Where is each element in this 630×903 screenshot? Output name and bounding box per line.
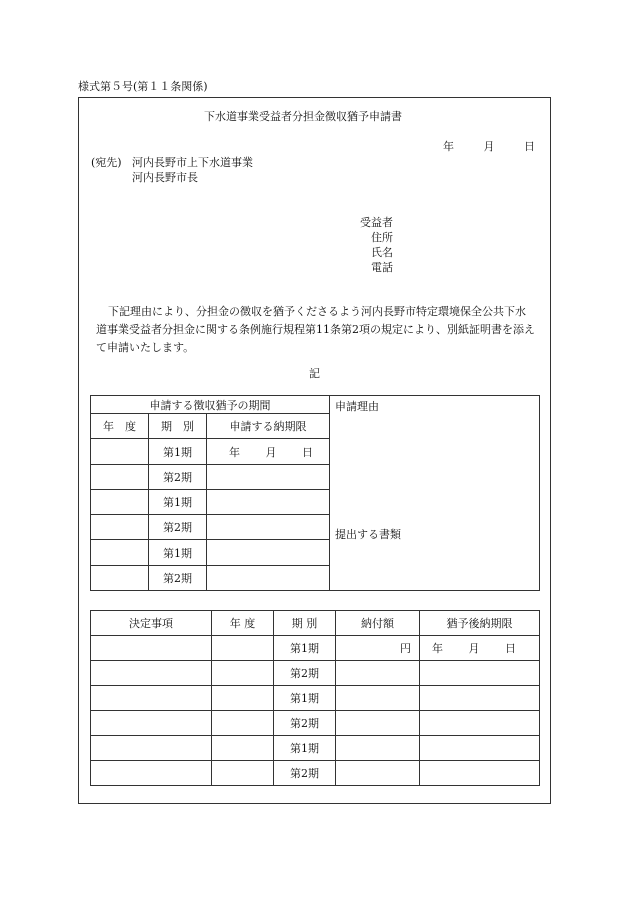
after-month: 月 — [468, 642, 480, 655]
reason-cell[interactable] — [330, 396, 540, 591]
table-row — [91, 661, 540, 686]
table-row — [91, 711, 540, 736]
addressee-line1: 河内長野市上下水道事業 — [132, 156, 253, 169]
term-cell: 第1期 — [149, 489, 207, 514]
amount-cell[interactable] — [336, 736, 420, 761]
col-after-header: 猶予後納期限 — [420, 611, 540, 636]
amount-cell[interactable] — [336, 711, 420, 736]
applicant-phone: 電話 — [371, 261, 393, 274]
deadline-cell[interactable] — [207, 515, 330, 540]
date-year: 年 — [443, 140, 454, 153]
date-line — [443, 141, 535, 152]
amount-cell[interactable] — [336, 661, 420, 686]
col-deadline-header: 申請する納期限 — [207, 414, 330, 439]
term-cell: 第1期 — [274, 636, 336, 661]
decision-cell[interactable] — [91, 636, 212, 661]
year-cell[interactable] — [91, 464, 149, 489]
deadline-day: 日 — [302, 445, 313, 459]
deadline-month: 月 — [265, 445, 277, 459]
term-cell: 第1期 — [274, 736, 336, 761]
year-cell[interactable] — [212, 636, 274, 661]
addressee-prefix: (宛先) — [91, 156, 122, 169]
year-cell[interactable] — [91, 489, 149, 514]
col-term-header: 期 別 — [149, 414, 207, 439]
table-row — [91, 636, 540, 661]
deadline-cell[interactable] — [207, 464, 330, 489]
ki-label: 記 — [309, 367, 320, 380]
term-cell: 第1期 — [149, 540, 207, 565]
col-year-header: 年 度 — [212, 611, 274, 636]
decision-cell[interactable] — [91, 711, 212, 736]
form-label: 様式第５号(第１１条関係) — [78, 80, 208, 93]
col-term-header: 期 別 — [274, 611, 336, 636]
table-row — [91, 686, 540, 711]
applicant-address: 住所 — [371, 231, 393, 244]
col-amount-header: 納付額 — [336, 611, 420, 636]
applicant-name: 氏名 — [371, 246, 393, 259]
deadline-cell[interactable] — [207, 489, 330, 514]
year-cell[interactable] — [91, 565, 149, 590]
after-deadline-cell[interactable] — [420, 661, 540, 686]
applicant-heading: 受益者 — [360, 216, 393, 229]
year-cell[interactable] — [91, 515, 149, 540]
application-period-table — [90, 395, 540, 591]
deadline-cell[interactable] — [207, 439, 330, 464]
decision-cell[interactable] — [91, 736, 212, 761]
term-cell: 第2期 — [274, 711, 336, 736]
table-row — [91, 761, 540, 786]
period-header: 申請する徴収猶予の期間 — [91, 396, 330, 414]
term-cell: 第1期 — [274, 686, 336, 711]
form-title: 下水道事業受益者分担金徴収猶予申請書 — [204, 110, 402, 123]
body-text: 下記理由により、分担金の徴収を猶予くださるよう河内長野市特定環境保全公共下水道事業受益者分担金に関する条例施行規程第11条第2項の規定により、別紙証明書を添えて申請いたします。 — [96, 305, 535, 354]
deadline-cell[interactable] — [207, 565, 330, 590]
after-deadline-cell[interactable] — [420, 686, 540, 711]
term-cell: 第1期 — [149, 439, 207, 464]
amount-cell[interactable] — [336, 761, 420, 786]
after-deadline-cell[interactable] — [420, 636, 540, 661]
term-cell: 第2期 — [274, 761, 336, 786]
year-cell[interactable] — [212, 661, 274, 686]
after-deadline-cell[interactable] — [420, 761, 540, 786]
date-month: 月 — [483, 140, 495, 153]
term-cell: 第2期 — [149, 464, 207, 489]
deadline-year: 年 — [229, 445, 240, 459]
year-cell[interactable] — [91, 540, 149, 565]
amount-cell[interactable] — [336, 636, 420, 661]
col-year-header: 年 度 — [91, 414, 149, 439]
table-row — [91, 611, 540, 636]
date-day: 日 — [524, 140, 535, 153]
term-cell: 第2期 — [149, 565, 207, 590]
term-cell: 第2期 — [149, 515, 207, 540]
year-cell[interactable] — [212, 686, 274, 711]
year-cell[interactable] — [212, 736, 274, 761]
deadline-cell[interactable] — [207, 540, 330, 565]
after-deadline-cell[interactable] — [420, 736, 540, 761]
year-cell[interactable] — [91, 439, 149, 464]
after-deadline-cell[interactable] — [420, 711, 540, 736]
year-cell[interactable] — [212, 761, 274, 786]
after-year: 年 — [432, 642, 443, 655]
year-cell[interactable] — [212, 711, 274, 736]
after-day: 日 — [505, 642, 516, 655]
col-decision-header: 決定事項 — [91, 611, 212, 636]
decision-cell[interactable] — [91, 686, 212, 711]
reason-header: 申請理由 — [335, 400, 380, 413]
decision-cell[interactable] — [91, 761, 212, 786]
term-cell: 第2期 — [274, 661, 336, 686]
table-row — [91, 736, 540, 761]
amount-cell[interactable] — [336, 686, 420, 711]
decision-cell[interactable] — [91, 661, 212, 686]
table-row — [91, 396, 540, 414]
decision-table — [90, 610, 540, 786]
addressee-line2: 河内長野市長 — [132, 171, 198, 184]
docs-label: 提出する書類 — [335, 528, 402, 541]
yen-label: 円 — [400, 642, 411, 655]
